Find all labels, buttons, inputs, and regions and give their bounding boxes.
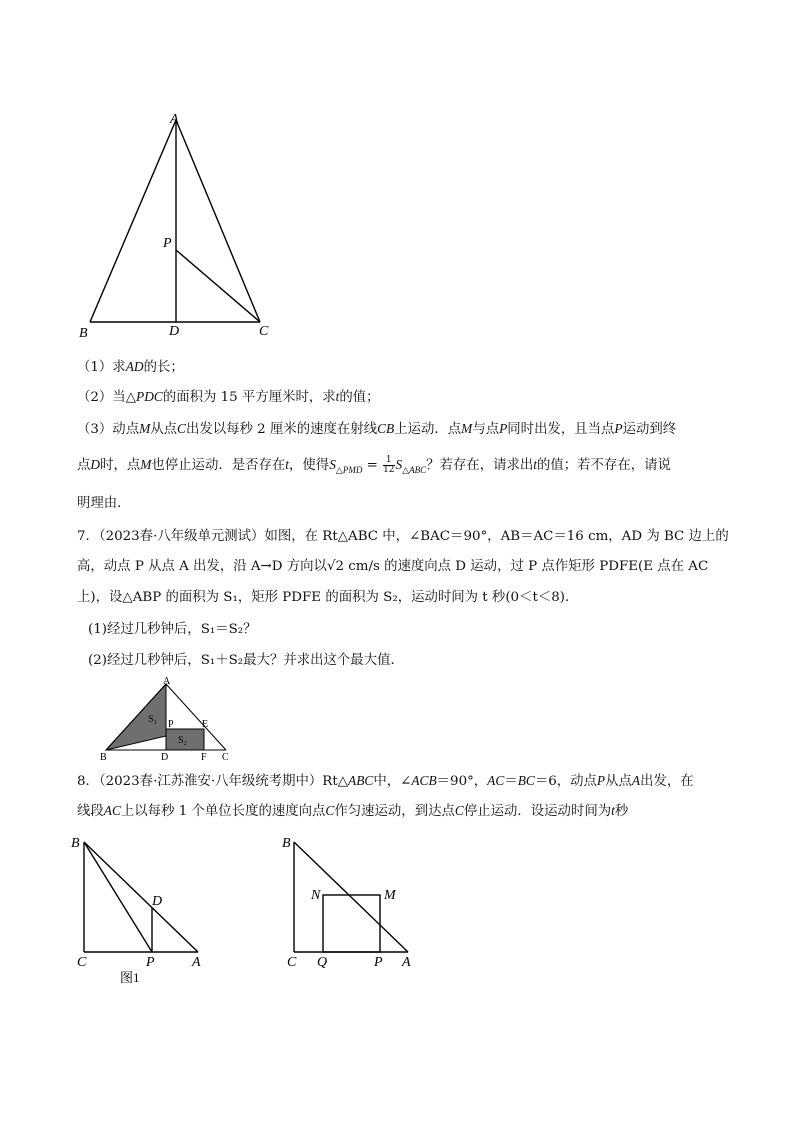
figure-triangle-abc [70,105,290,345]
fig2-label-c: C [287,955,297,970]
q6-part3-line1: （3）动点M从点C出发以每秒 2 厘米的速度在射线CB上运动．点M与点P同时出发，且当点P运动到终 [77,421,677,437]
fig1-label-b: B [71,836,80,851]
q6-part3-line2: 点D时，点M也停止运动．是否存在t，使得$S_{\triangle PMD}$ = $\frac{1}{12}$ $S_{\triangle ABC}$？若存在，请求出t的值；若不存在，请说 [77,455,671,475]
figure-q7-triangle [98,676,238,766]
q7-line3: 上)，设△ABP 的面积为 S₁，矩形 PDFE 的面积为 S₂，运动时间为 t 秒(0＜t＜8)． [77,590,579,605]
q7-label-b: B [100,752,107,763]
label-a: A [170,112,179,127]
label-d: D [169,324,180,339]
sqrt-two: √2 [326,559,344,574]
fig2-label-m: M [384,888,396,903]
fig2-label-n: N [311,888,321,903]
label-c: C [259,324,269,339]
label-b: B [79,326,88,341]
q6-part2: （2）当△PDC的面积为 15 平方厘米时，求t的值； [77,389,380,405]
q7-sub2: (2)经过几秒钟后，S₁＋S₂最大？并求出这个最大值． [88,653,404,668]
label-p: P [163,236,172,251]
q8-line1: 8．（2023春·江苏淮安·八年级统考期中）Rt△ABC中，∠ACB＝90°，AC＝BC＝6，动点P从点A出发，在 [77,773,694,789]
side-ac [176,120,260,322]
q7-label-a: A [163,676,171,687]
fig2-label-b: B [282,836,291,851]
figure-q8-fig2 [280,832,430,972]
fraction-one-twelfth: $\frac{1}{12}$ [383,455,395,475]
side-ab [90,120,176,322]
q7-label-s2: S₂ [178,735,188,746]
fig1-label-c: C [77,955,87,970]
q7-sub1: (1)经过几秒钟后，S₁＝S₂？ [88,622,257,637]
q8-line2: 线段AC上以每秒 1 个单位长度的速度向点C作匀速运动，到达点C停止运动．设运动时间为t秒 [77,803,629,819]
fig2-label-q: Q [317,955,328,970]
q7-label-s1: S₁ [148,714,158,725]
fig1-label-p: P [146,955,155,970]
q7-label-e: E [202,719,209,730]
fig2-label-p: P [374,955,383,970]
q7-label-d: D [161,752,169,763]
fig2-square-qpmn [323,895,380,952]
fig1-label-a: A [192,955,201,970]
segment-pc [176,250,260,322]
fig1-caption: 图1 [120,970,140,985]
q7-label-p: P [168,719,174,730]
figure-q8-fig1 [68,832,218,987]
q7-line1: 7．（2023春·八年级单元测试）如图，在 Rt△ABC 中，∠BAC＝90°，AB＝AC＝16 cm，AD 为 BC 边上的 [77,529,729,544]
fig1-label-d: D [152,894,163,909]
q7-label-f: F [201,752,207,763]
fig2-label-a: A [402,955,411,970]
q7-line2: 高，动点 P 从点 A 出发，沿 A→D 方向以√2 cm/s 的速度向点 D 运动，过 P 点作矩形 PDFE(E 点在 AC [77,559,709,574]
q6-part1: （1）求AD的长； [77,359,184,375]
q6-part3-line3: 明理由． [77,496,131,511]
q7-label-c: C [222,752,229,763]
